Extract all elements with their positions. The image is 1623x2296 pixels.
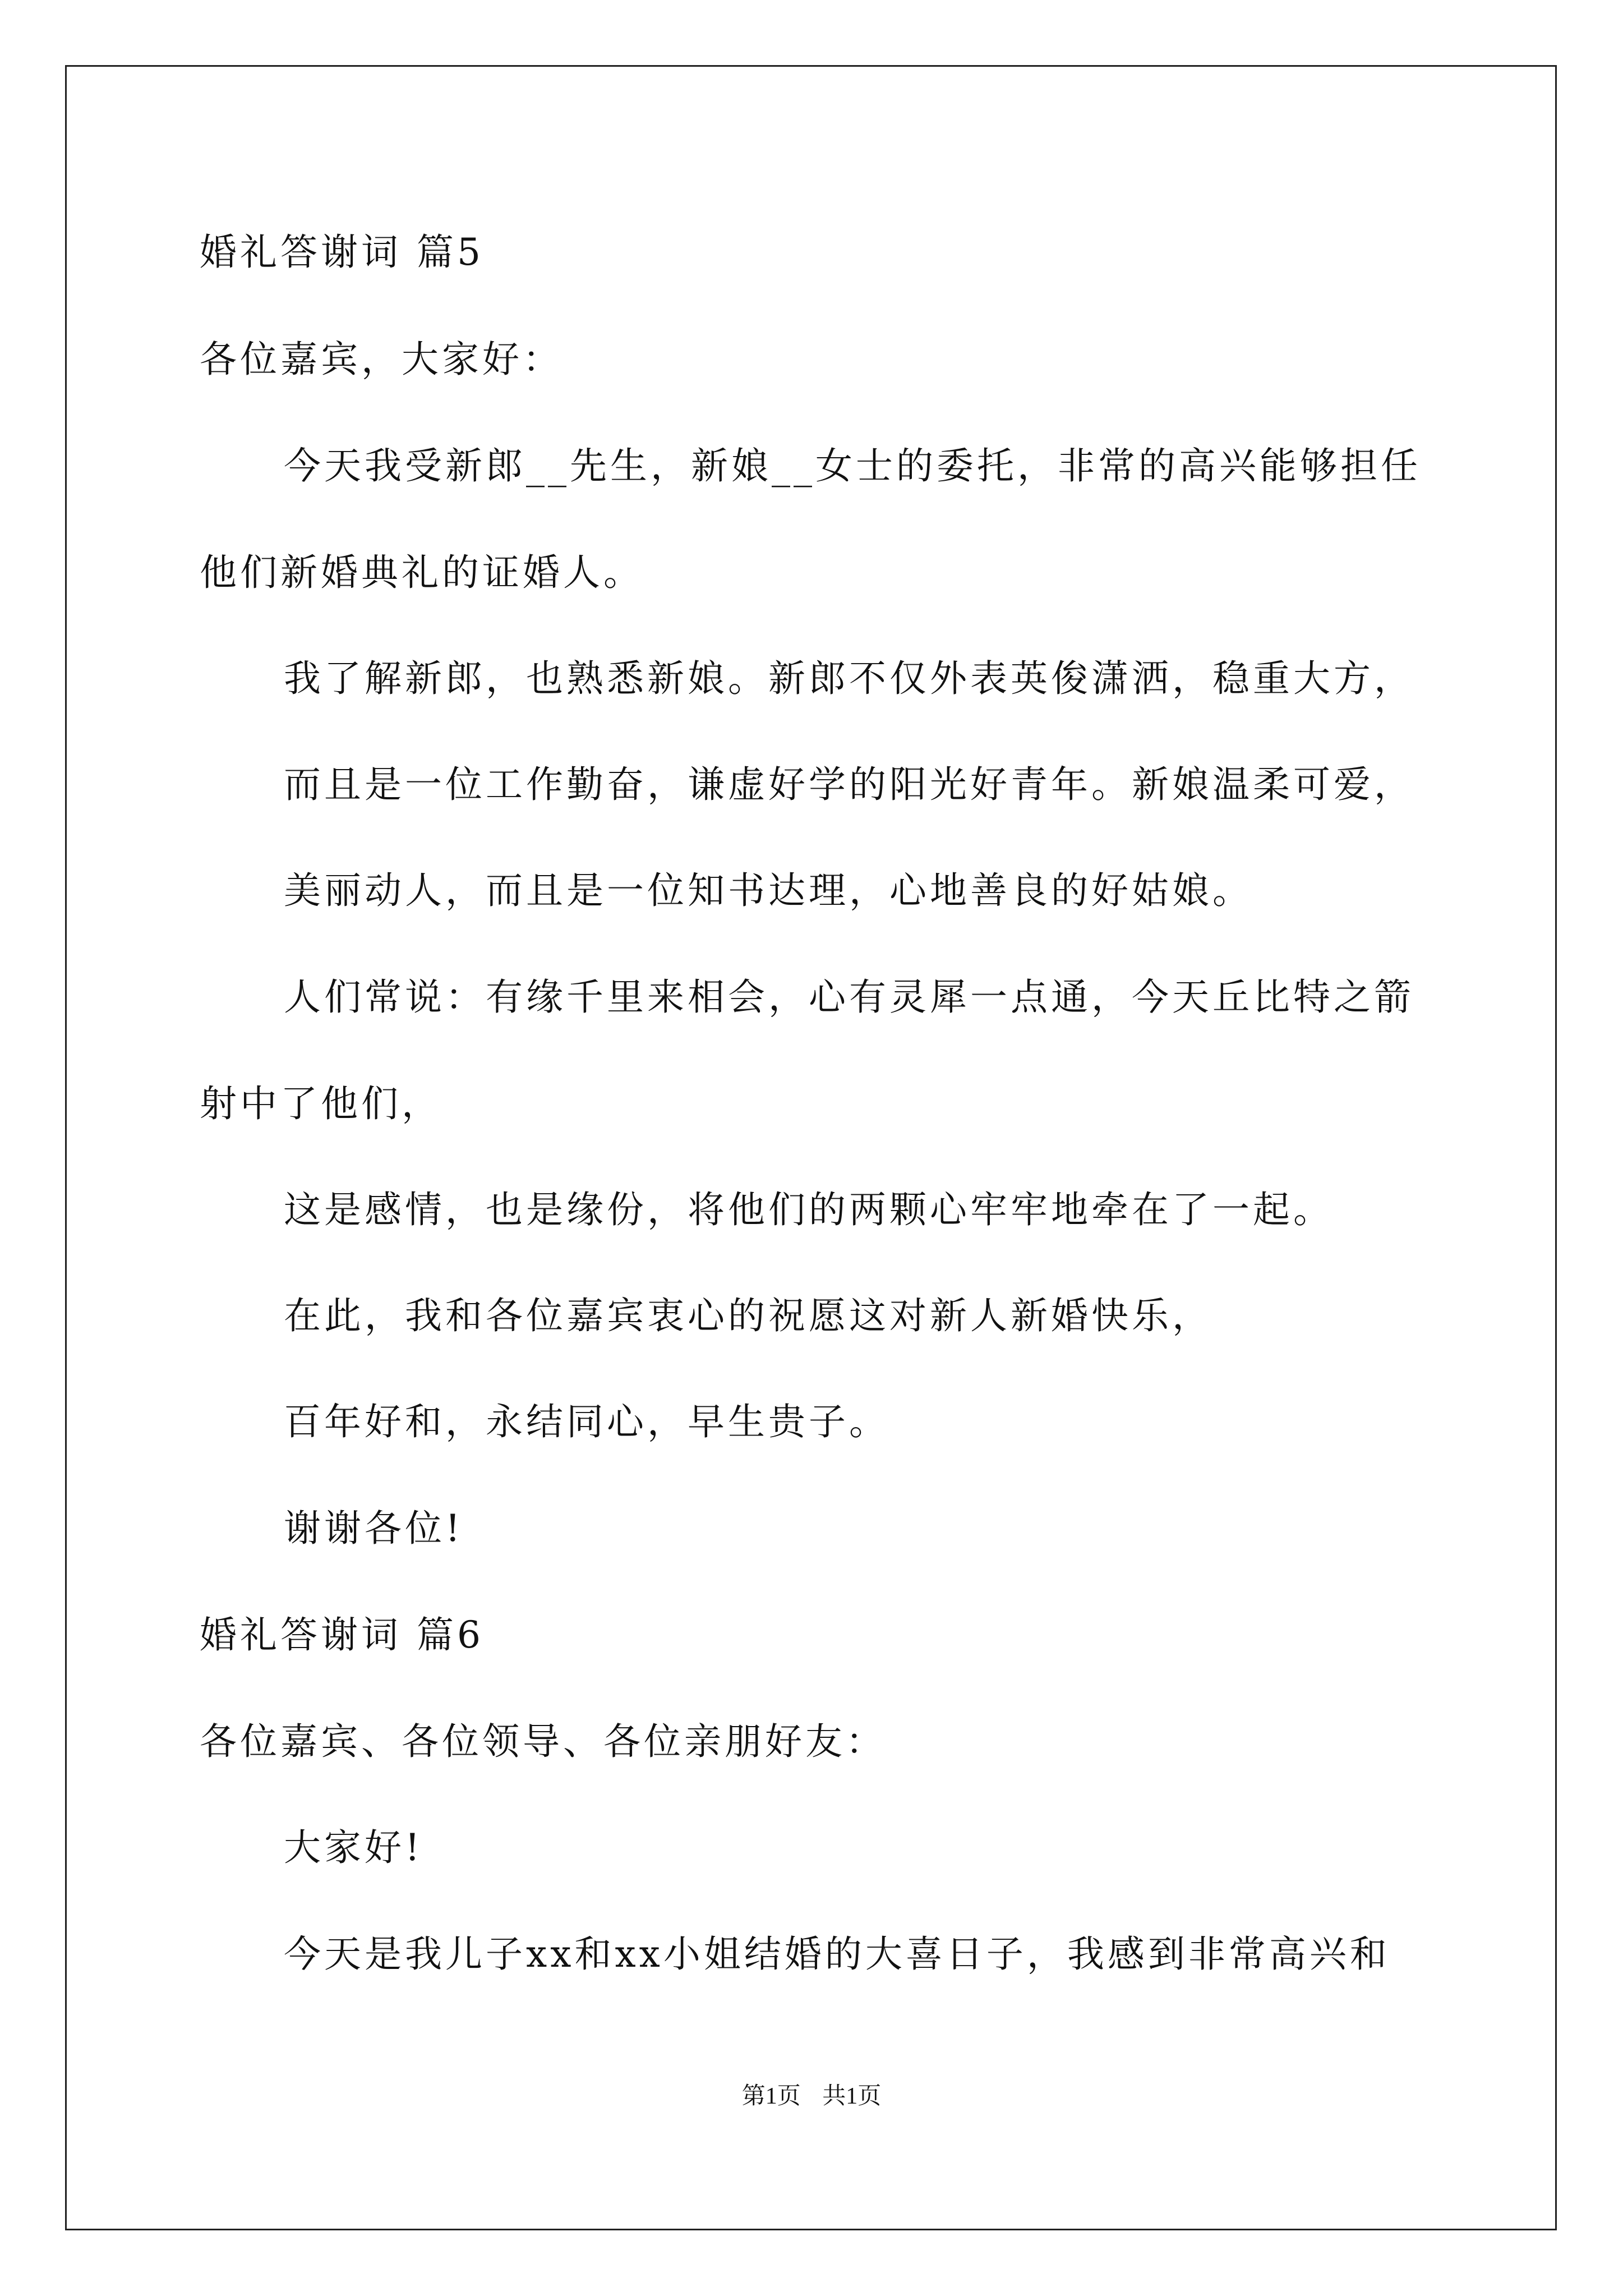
paragraph-line: 而且是一位工作勤奋，谦虚好学的阳光好青年。新娘温柔可爱， — [284, 763, 1414, 806]
salutation: 各位嘉宾，大家好： — [200, 338, 563, 381]
page-number: 第1页 — [741, 2083, 801, 2109]
section-heading: 婚礼答谢词 篇6 — [200, 1613, 484, 1657]
page-total: 共1页 — [822, 2083, 882, 2109]
paragraph-line: 这是感情，也是缘份，将他们的两颗心牢牢地牵在了一起。 — [284, 1188, 1334, 1231]
paragraph-line: 射中了他们， — [200, 1082, 442, 1125]
paragraph-line: 今天我受新郎__先生，新娘__女士的委托，非常的高兴能够担任 — [284, 444, 1421, 487]
paragraph-line: 谢谢各位! — [284, 1507, 464, 1550]
paragraph-line: 美丽动人，而且是一位知书达理，心地善良的好姑娘。 — [284, 869, 1253, 912]
paragraph-line: 大家好! — [284, 1826, 423, 1869]
paragraph-line: 他们新婚典礼的证婚人。 — [200, 551, 644, 594]
paragraph-line: 人们常说：有缘千里来相会，心有灵犀一点通，今天丘比特之箭 — [284, 976, 1414, 1019]
document-body — [200, 0, 1501, 2076]
paragraph-line: 今天是我儿子xx和xx小姐结婚的大喜日子，我感到非常高兴和 — [284, 1932, 1390, 1976]
salutation: 各位嘉宾、各位领导、各位亲朋好友： — [200, 1720, 886, 1763]
paragraph-line: 百年好和，永结同心，早生贵子。 — [284, 1400, 889, 1443]
paragraph-line: 我了解新郎，也熟悉新娘。新郎不仅外表英俊潇洒，稳重大方， — [284, 657, 1414, 700]
page-footer — [0, 2079, 1623, 2113]
paragraph-line: 在此，我和各位嘉宾衷心的祝愿这对新人新婚快乐， — [284, 1294, 1212, 1337]
section-heading: 婚礼答谢词 篇5 — [200, 231, 484, 274]
